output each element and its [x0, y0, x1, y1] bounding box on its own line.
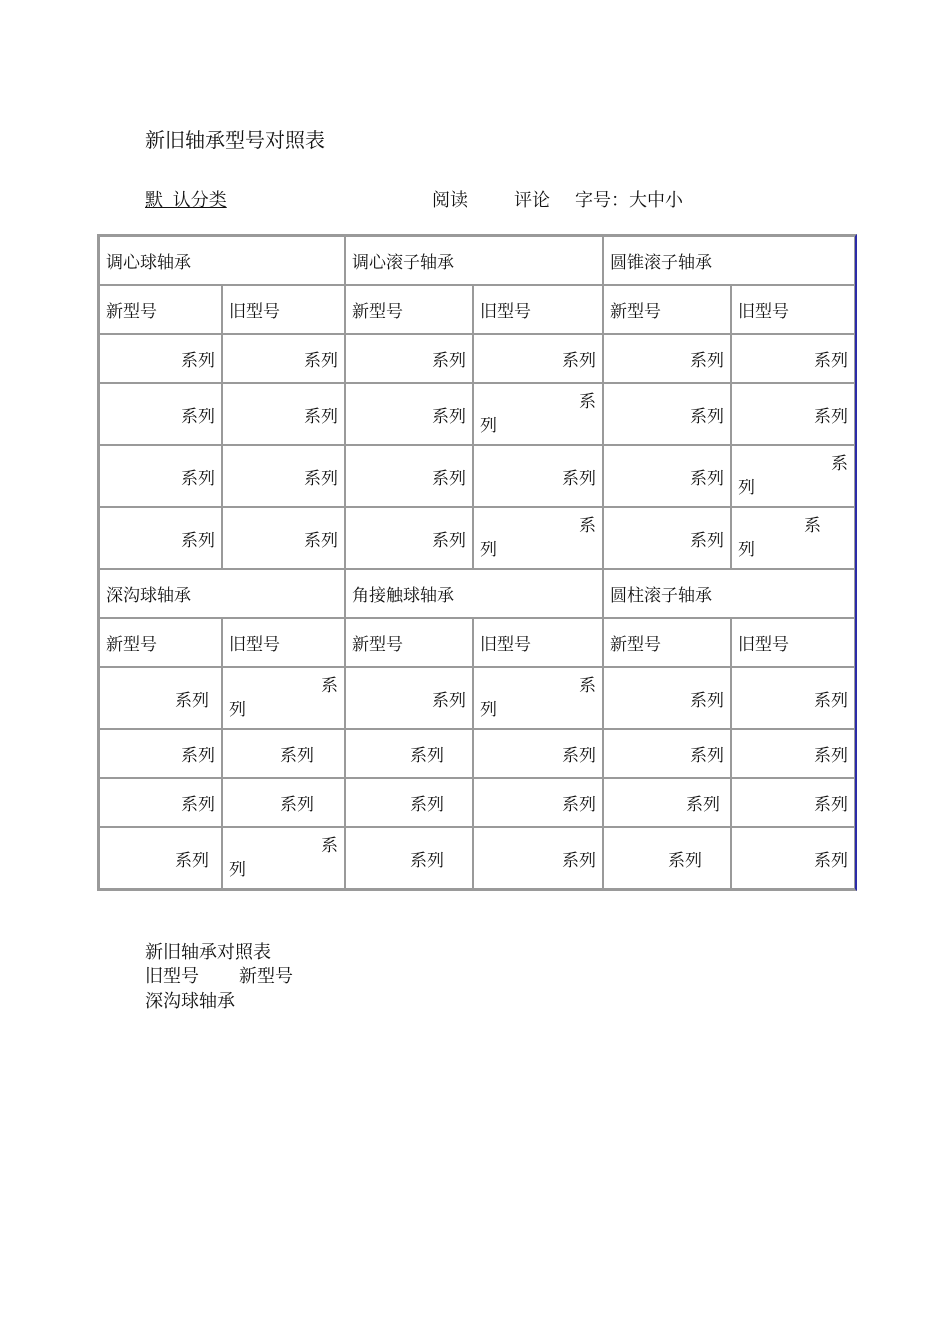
column-header: 旧型号: [731, 618, 855, 667]
table-cell: 系列: [222, 729, 345, 778]
cell-text: 列: [738, 478, 755, 498]
table-cell: 系列: [603, 729, 731, 778]
section-header: 圆锥滚子轴承: [603, 236, 855, 285]
cell-text: 列: [480, 416, 497, 436]
column-header: 新型号: [99, 618, 222, 667]
section-header: 深沟球轴承: [99, 569, 345, 618]
table-row: [99, 285, 855, 334]
table-cell: 系列: [222, 445, 345, 507]
table-cell: 系列: [603, 667, 731, 729]
column-header: 旧型号: [731, 285, 855, 334]
section-header: 调心滚子轴承: [345, 236, 603, 285]
table-cell: 系列: [473, 729, 603, 778]
table-cell: 系列: [731, 334, 855, 383]
cell-text: 系: [579, 676, 596, 696]
table-cell: 系列: [345, 507, 473, 569]
cell-text: 系: [321, 836, 338, 856]
table-row: [99, 334, 855, 383]
column-header: 新型号: [603, 618, 731, 667]
table-row: [99, 729, 855, 778]
table-cell: 系列: [731, 667, 855, 729]
page-title: 新旧轴承型号对照表: [145, 128, 325, 152]
table-cell: 系列: [345, 667, 473, 729]
footer-columns: [145, 962, 293, 988]
table-row: [99, 383, 855, 445]
column-header: 新型号: [99, 285, 222, 334]
table-cell: 系列: [99, 445, 222, 507]
table-cell: 系列: [473, 827, 603, 889]
table-cell: 系列: [222, 383, 345, 445]
table-cell: 系列: [473, 778, 603, 827]
table-cell: [222, 667, 345, 729]
font-size-control[interactable]: 字号：大中小: [575, 190, 683, 211]
table-cell: 系列: [99, 383, 222, 445]
table-cell: 系列: [99, 778, 222, 827]
category-link[interactable]: 默 认分类: [145, 190, 227, 211]
column-header: 新型号: [345, 618, 473, 667]
footer-new-label: 新型号: [239, 966, 293, 987]
cell-text: 系: [831, 454, 848, 474]
table-cell: 系列: [345, 334, 473, 383]
table-cell: 系列: [345, 729, 473, 778]
column-header: 新型号: [603, 285, 731, 334]
table-cell: 系列: [345, 383, 473, 445]
table-cell: 系列: [603, 445, 731, 507]
table-cell: 系列: [99, 827, 222, 889]
column-header: 旧型号: [222, 618, 345, 667]
table-cell: 系列: [603, 827, 731, 889]
comment-link[interactable]: 评论: [514, 190, 550, 211]
table-cell: 系列: [99, 334, 222, 383]
cell-text: 系: [804, 516, 821, 536]
table-cell: 系列: [603, 334, 731, 383]
cell-text: 列: [738, 540, 755, 560]
table-row: [99, 618, 855, 667]
read-label: 阅读: [432, 190, 468, 211]
table-cell: [473, 667, 603, 729]
cell-text: 系: [579, 516, 596, 536]
table-cell: [731, 507, 855, 569]
table-cell: 系列: [473, 445, 603, 507]
table-cell: 系列: [222, 507, 345, 569]
section-header: 圆柱滚子轴承: [603, 569, 855, 618]
footer-title: 新旧轴承对照表: [145, 942, 271, 963]
table-row: [99, 827, 855, 889]
table-cell: 系列: [99, 667, 222, 729]
cell-text: 列: [229, 860, 246, 880]
table-cell: 系列: [603, 507, 731, 569]
table-row: [99, 507, 855, 569]
table-cell: 系列: [222, 334, 345, 383]
column-header: 新型号: [345, 285, 473, 334]
table-cell: 系列: [345, 827, 473, 889]
table-cell: 系列: [222, 778, 345, 827]
cell-text: 列: [480, 540, 497, 560]
section-header: 角接触球轴承: [345, 569, 603, 618]
cell-text: 列: [480, 700, 497, 720]
table-row: [99, 778, 855, 827]
table-row: [99, 667, 855, 729]
table-cell: 系列: [603, 778, 731, 827]
table-cell: 系列: [731, 778, 855, 827]
column-header: 旧型号: [473, 618, 603, 667]
table-row: [99, 445, 855, 507]
table-cell: [222, 827, 345, 889]
table-cell: 系列: [603, 383, 731, 445]
table-cell: 系列: [345, 778, 473, 827]
footer-old-label: 旧型号: [145, 966, 199, 987]
column-header: 旧型号: [222, 285, 345, 334]
cell-text: 系: [579, 392, 596, 412]
footer-category: 深沟球轴承: [145, 991, 235, 1012]
section-header: 调心球轴承: [99, 236, 345, 285]
table-row: [99, 236, 855, 285]
table-cell: [473, 507, 603, 569]
table-cell: 系列: [731, 729, 855, 778]
bearing-comparison-table: [97, 234, 857, 891]
table-cell: [731, 445, 855, 507]
cell-text: 列: [229, 700, 246, 720]
cell-text: 系: [321, 676, 338, 696]
table-cell: 系列: [731, 827, 855, 889]
table-cell: 系列: [345, 445, 473, 507]
table-cell: [473, 383, 603, 445]
table-cell: 系列: [99, 729, 222, 778]
table-cell: 系列: [99, 507, 222, 569]
column-header: 旧型号: [473, 285, 603, 334]
table-cell: 系列: [473, 334, 603, 383]
table-row: [99, 569, 855, 618]
table-cell: 系列: [731, 383, 855, 445]
